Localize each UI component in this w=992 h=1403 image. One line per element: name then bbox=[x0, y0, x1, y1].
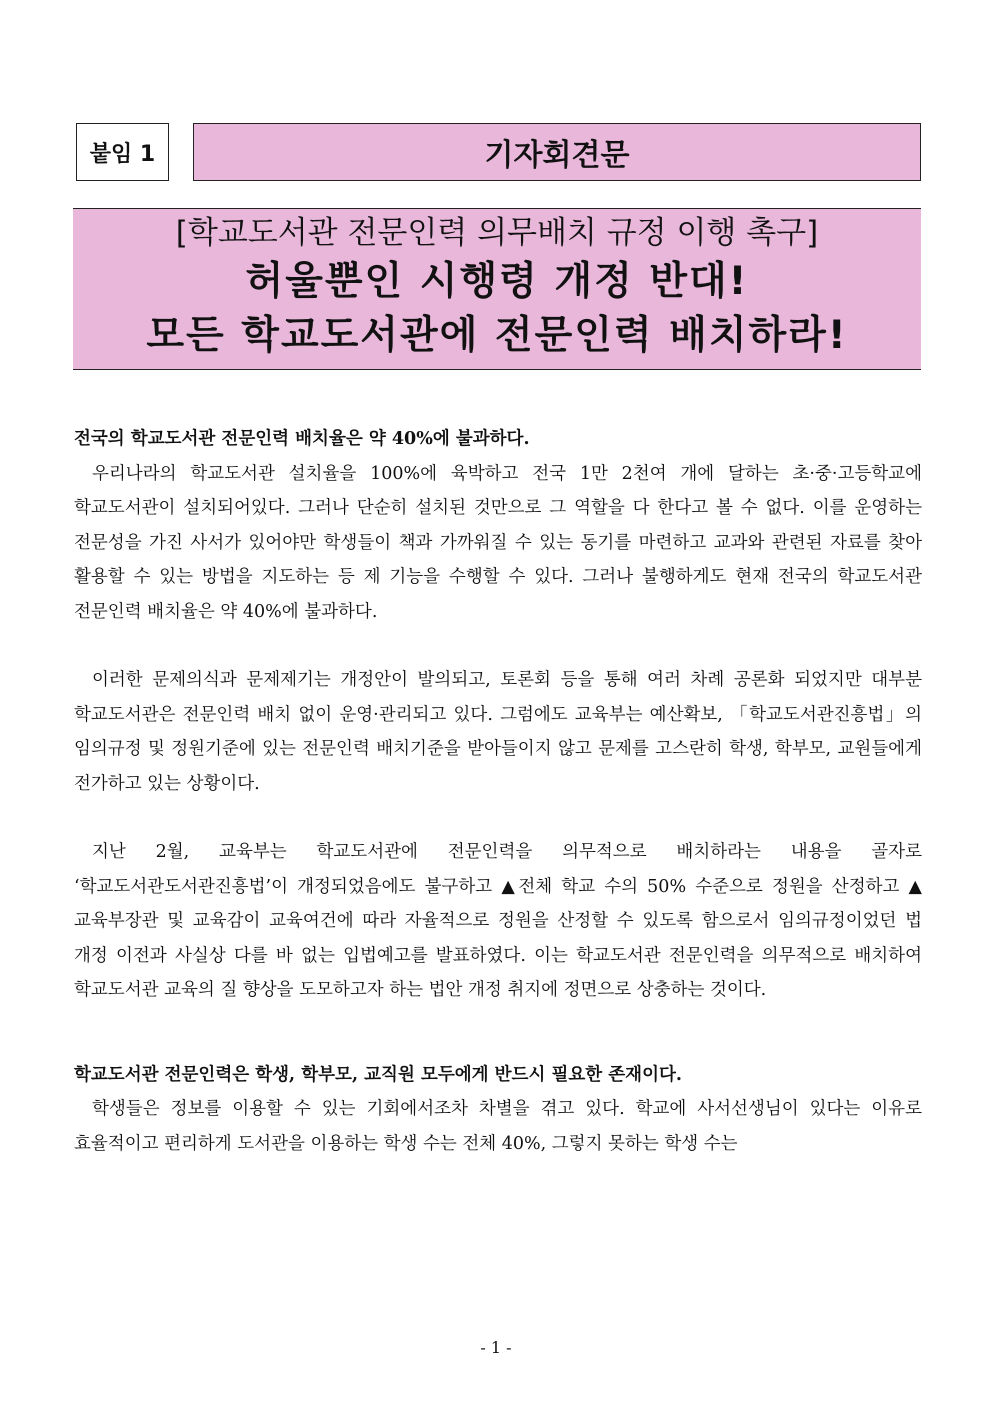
document-body bbox=[74, 422, 922, 1161]
attachment-label: 붙임 1 bbox=[76, 123, 169, 181]
paragraph: 학생들은 정보를 이용할 수 있는 기회에서조차 차별을 겪고 있다. 학교에 사서선생님이 있다는 이유로 효율적이고 편리하게 도서관을 이용하는 학생 수는 전체 40%, 그렇지 못하는 학생 수는 bbox=[74, 1099, 922, 1154]
headline-line-1: 허울뿐인 시행령 개정 반대! bbox=[245, 259, 749, 304]
section-spacer bbox=[74, 1008, 922, 1058]
section-heading-1: 전국의 학교도서관 전문인력 배치율은 약 40%에 불과하다. bbox=[74, 429, 530, 449]
paragraph-spacer bbox=[74, 629, 922, 663]
section-heading-2: 학교도서관 전문인력은 학생, 학부모, 교직원 모두에게 반드시 필요한 존재이다. bbox=[74, 1064, 682, 1085]
headline-subtitle: [학교도서관 전문인력 의무배치 규정 이행 촉구] bbox=[175, 215, 819, 251]
page-number: - 1 - bbox=[480, 1338, 512, 1357]
paragraph: 이러한 문제의식과 문제제기는 개정안이 발의되고, 토론회 등을 통해 여러 차례 공론화 되었지만 대부분 학교도서관은 전문인력 배치 없이 운영·관리되고 있다. 그럼에도 교육부는 예산확보, 「학교도서관진흥법」의 임의규정 및 정원기준에 있는 전문인력 배치기준을 받아들이지 않고 문제를 고스란히 학생, 학부모, 교원들에게 전가하고 있는 상황이다. bbox=[74, 670, 922, 794]
headline-line-2: 모든 학교도서관에 전문인력 배치하라! bbox=[146, 313, 848, 358]
headline-banner bbox=[73, 208, 921, 370]
document-type-title: 기자회견문 bbox=[193, 123, 921, 181]
paragraph-spacer bbox=[74, 801, 922, 835]
paragraph: 우리나라의 학교도서관 설치율을 100%에 육박하고 전국 1만 2천여 개에 달하는 초·중·고등학교에 학교도서관이 설치되어있다. 그러나 단순히 설치된 것만으로 그 역할을 다 한다고 볼 수 없다. 이를 운영하는 전문성을 가진 사서가 있어야만 학생들이 책과 가까워질 수 있는 동기를 마련하고 교과와 관련된 자료를 찾아 활용할 수 있는 방법을 지도하는 등 제 기능을 수행할 수 있다. 그러나 불행하게도 현재 전국의 학교도서관 전문인력 배치율은 약 40%에 불과하다. bbox=[74, 463, 922, 622]
paragraph: 지난 2월, 교육부는 학교도서관에 전문인력을 의무적으로 배치하라는 내용을 골자로 ‘학교도서관도서관진흥법’이 개정되었음에도 불구하고 ▲전체 학교 수의 50% 수준으로 정원을 산정하고 ▲교육부장관 및 교육감이 교육여건에 따라 자율적으로 정원을 산정할 수 있도록 함으로서 임의규정이었던 법 개정 이전과 사실상 다를 바 없는 입법예고를 발표하였다. 이는 학교도서관 전문인력을 의무적으로 배치하여 학교도서관 교육의 질 향상을 도모하고자 하는 법안 개정 취지에 정면으로 상충하는 것이다. bbox=[74, 842, 922, 1000]
